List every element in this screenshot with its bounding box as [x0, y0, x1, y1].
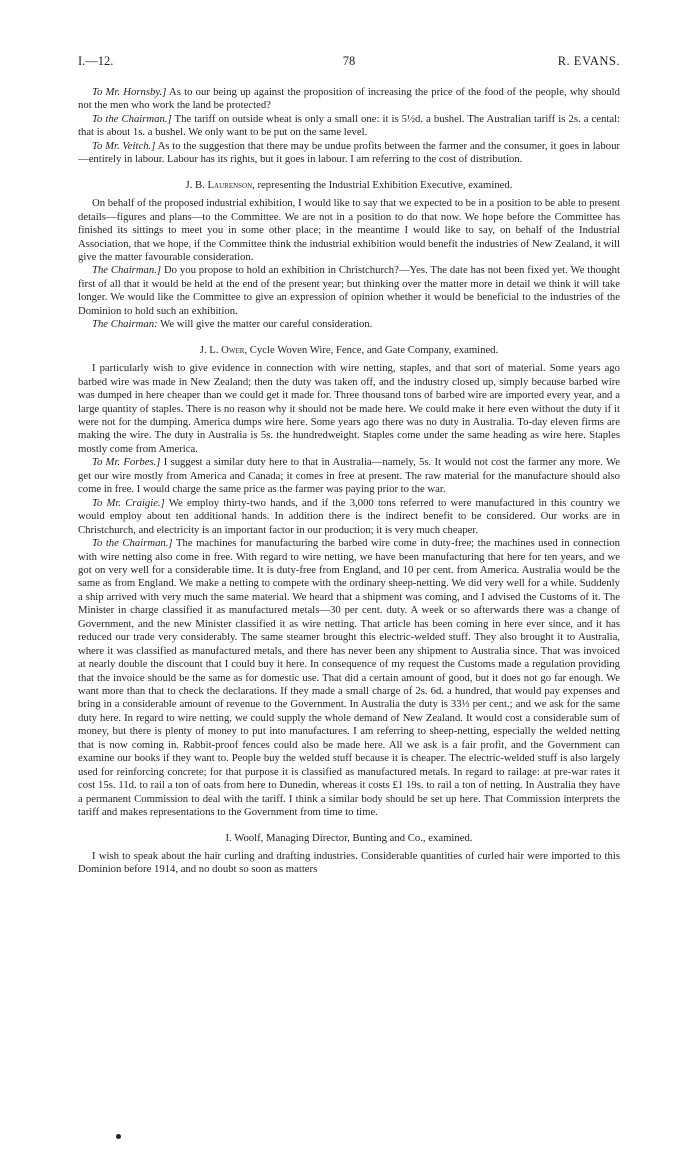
paragraph: [78, 537, 620, 820]
witness-description: , Cycle Woven Wire, Fence, and Gate Company, examined.: [244, 343, 499, 356]
paragraph-text: On behalf of the proposed industrial exhibition, I would like to say that we expected to be in a position to be able to present details—figures and plans—to the Committee. We are not in a position to do that now. We hope before the Committee has finished its sittings to meet you in some other place; in the meantime I would like to say, on behalf of the Industrial Association, that we hope, if the Committee think the industrial exhibition would benefit the industries of New Zealand, it will give the matter favourable consideration.: [78, 197, 621, 263]
paragraph-text: The machines for manufacturing the barbed wire come in duty-free; the machines used in connection with wire netting also come in free. With regard to wire netting, we have been manufacturing that here for ten years, and we got on very well for a considerable time. It is duty-free from England, and 10 per cent. from America. Australia would be the same as from England. We make a netting to compete with the ordinary sheep-netting. We did very well for a while. Suddenly a ship arrived with very much the same material. We heard that a shipment was coming, and I advised the Customs of it. The Minister in charge classified it as manufactured metals—30 per cent. duty. A week or so afterwards there was a change of Government, and the new Minister classified it as wire netting. That article has been coming in here ever since, and it has reduced our trade very considerably. The same steamer brought this electric-welded stuff. They also brought it to Australia, where it was classified as manufactured metals, and there has never been any shipment to Australia since. That was invoiced at nearly double the discount that I could buy it here. In consequence of my request the Customs made a regulation providing that the invoice should be the same as for domestic use. That did a certain amount of good, but it does not go far enough. We want more than that to check the declarations. If they made a small charge of 2s. 6d. a hundred, that would pay expenses and bring in a considerable amount of revenue to the Government. In Australia the duty is 33⅓ per cent.; and we ask for the same duty here. In regard to wire netting, we could supply the whole demand of New Zealand. It would cost a considerable sum of money, but there is plenty of money to put into manufactures. I am referring to sheep-netting, especially the welded netting that is now coming in. Rabbit-proof fences could also be made here. All we ask is a fair profit, and the Government can examine our books if they want to. People buy the welded stuff because it is cheaper. The electric-welded stuff is also largely used for reinforcing concrete; for that purpose it is classified as manufactured metals. In regard to railage: at pre-war rates it cost 15s. 11d. to rail a ton of oats from here to Dunedin, whereas it costs £1 19s. to rail a ton of netting. In Australia they have a permanent Commission to deal with the tariff. I think a similar body should be set up here. That Commission interprets the tariff and makes representations to the Government from time to time.: [78, 537, 620, 819]
paragraph-text: I suggest a similar duty here to that in Australia—namely, 5s. It would not cost the farmer any more. We get our wire mostly from America and Canada; it comes in free at present. The raw material for the manufacture should also come in free. I would charge the same price as the farmer was paying prior to the war.: [78, 456, 620, 496]
witness-description: , representing the Industrial Exhibition Executive, examined.: [252, 178, 513, 191]
paragraph: [78, 113, 620, 140]
paragraph-lead: To Mr. Hornsby.]: [92, 86, 167, 98]
evidence-section: [78, 179, 620, 332]
page-number: 78: [342, 54, 356, 68]
evidence-section: [78, 86, 620, 167]
paragraph: [78, 362, 620, 456]
witness-heading: [78, 832, 620, 845]
witness-name: I. Woolf: [225, 831, 261, 844]
paragraph: [78, 86, 620, 113]
paragraph: [78, 197, 620, 264]
paragraph-lead: To Mr. Craigie.]: [92, 496, 165, 509]
paragraph-text: The tariff on outside wheat is only a small one: it is 5½d. a bushel. The Australian tariff is 2s. a cental: that is about 1s. a bushel. We only want to be put on the same level.: [78, 112, 621, 139]
report-reference: I.—12.: [78, 54, 114, 68]
paragraph: [78, 850, 620, 877]
paragraph-lead: To Mr. Forbes.]: [92, 456, 161, 469]
paragraph-text: We will give the matter our careful consideration.: [157, 318, 373, 331]
document-body: [78, 86, 620, 877]
witness-heading: [78, 344, 620, 357]
witness-description: , Managing Director, Bunting and Co., examined.: [260, 831, 473, 844]
witness-name: J. L. Ower: [199, 343, 245, 356]
paragraph-text: I particularly wish to give evidence in connection with wire netting, staples, and that sort of material. Some years ago barbed wire was made in New Zealand; then the duty was taken off, and the industry closed up, simply because barbed wire was dumped in here cheaper than we could get it made for. Three thousand tons of barbed wire are imported every year, and a large quantity of staples. There is no reason why it should not be made here. We could make it here even without the duty if it were not for the dumping. America dumps wire here. Some years ago there was no duty in Australia. To-day eleven firms are making the wire. The duty in Australia is 5s. the hundredweight. Staples come under the same heading as wire here. Staples mostly come from America.: [78, 362, 620, 455]
paragraph-lead: To the Chairman.]: [92, 537, 173, 550]
paragraph-lead: The Chairman.]: [92, 264, 162, 277]
paragraph-text: We employ thirty-two hands, and if the 3,000 tons referred to were manufactured in this country we would employ about ten additional hands. In addition there is the indirect benefit to be considered. Our works are in Christchurch, and electricity is an important factor in our production; it is very much cheaper.: [78, 496, 620, 536]
paragraph: [78, 140, 620, 167]
witness-heading: [78, 179, 620, 192]
paragraph-text: I wish to speak about the hair curling and drafting industries. Considerable quantities of curled hair were imported to this Dominion before 1914, and no doubt so soon as matters: [78, 850, 620, 876]
paragraph-lead: The Chairman:: [92, 318, 158, 331]
paragraph-text: As to the suggestion that there may be undue profits between the farmer and the consumer, it goes in labour—entirely in labour. Labour has its rights, but it goes in labour. I am referring to the cost of distribution.: [78, 139, 620, 166]
evidence-section: [78, 344, 620, 820]
witness-name: J. B. Laurenson: [185, 178, 253, 191]
page-header: [78, 54, 620, 70]
paragraph-text: Do you propose to hold an exhibition in Christchurch?—Yes. The date has not been fixed yet. We thought first of all that it would be held at the end of the present year; but thinking over the matter more in detail we think it will take longer. We would like the Committee to give an expression of opinion whether it would be beneficial to the industries of the Dominion to hold such an exhibition.: [78, 264, 620, 317]
ink-speck: [116, 1134, 121, 1139]
paragraph: [78, 264, 620, 318]
paragraph: [78, 318, 620, 331]
paragraph: [78, 456, 620, 496]
paragraph-lead: To the Chairman.]: [92, 112, 172, 125]
witness-name-header: R. EVANS.: [557, 54, 620, 68]
paragraph-text: As to our being up against the proposition of increasing the price of the food of the people, why should not the men who work the land be protected?: [78, 86, 620, 112]
evidence-section: [78, 832, 620, 877]
paragraph-lead: To Mr. Veitch.]: [92, 139, 156, 152]
paragraph: [78, 497, 620, 537]
